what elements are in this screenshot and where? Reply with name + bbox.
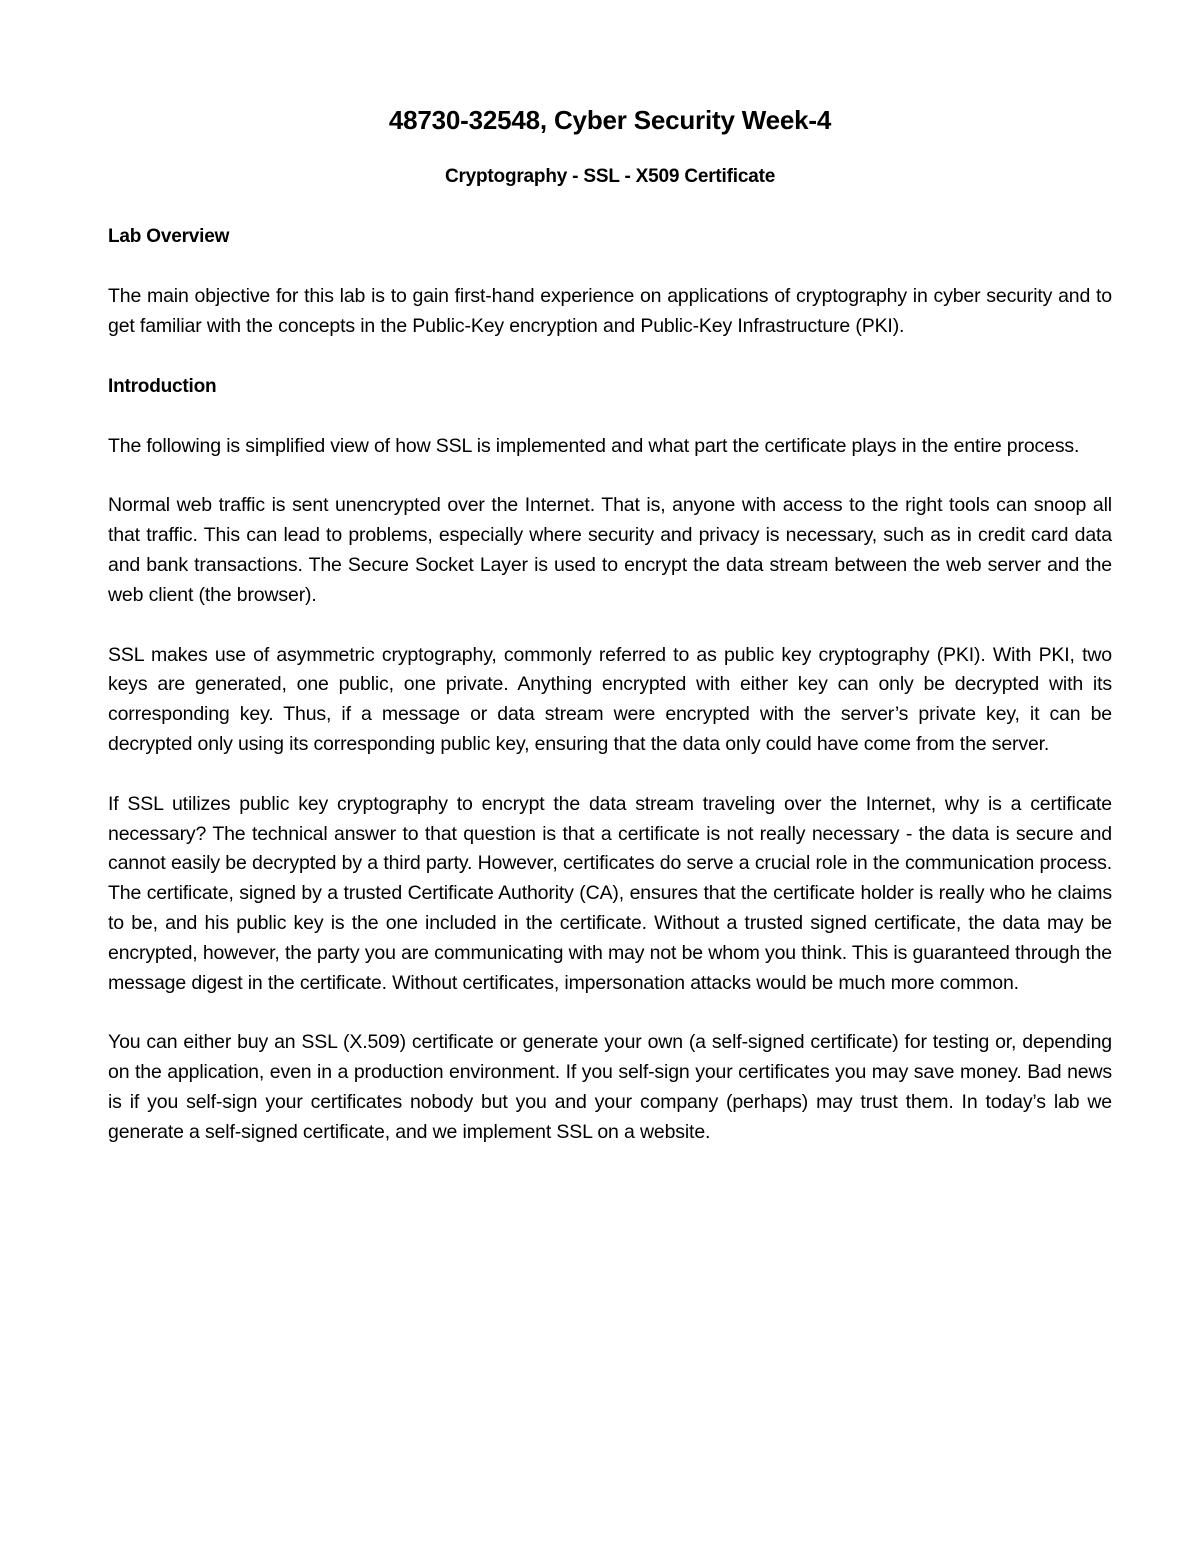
document-body bbox=[108, 100, 1112, 1148]
introduction-heading: Introduction bbox=[108, 375, 217, 397]
document-title: 48730-32548, Cyber Security Week-4 bbox=[388, 105, 832, 135]
document-subtitle: Cryptography - SSL - X509 Certificate bbox=[444, 166, 776, 187]
introduction-paragraph-4: If SSL utilizes public key cryptography to encrypt the data stream traveling over the Internet, why is a certificate necessary? The technical answer to that question is that a certificate is not really necessary - the data is secure and cannot easily be decrypted by a third party. However, certificates do serve a crucial role in the communication process. The certificate, signed by a trusted Certificate Authority (CA), ensures that the certificate holder is really who he claims to be, and his public key is the one included in the certificate. Without a trusted signed certificate, the data may be encrypted, however, the party you are communicating with may not be whom you think. This is guaranteed through the message digest in the certificate. Without certificates, impersonation attacks would be much more common. bbox=[108, 792, 1112, 994]
lab-overview-paragraph: The main objective for this lab is to gain first-hand experience on applications of cryptography in cyber security and to get familiar with the concepts in the Public-Key encryption and Public-Key Infrastructure (PKI). bbox=[108, 285, 1112, 337]
introduction-paragraph-1: The following is simplified view of how SSL is implemented and what part the certificate plays in the entire process. bbox=[108, 434, 1080, 457]
introduction-paragraph-3: SSL makes use of asymmetric cryptography, commonly referred to as public key cryptography (PKI). With PKI, two keys are generated, one public, one private. Anything encrypted with either key can only be decrypted with its corresponding key. Thus, if a message or data stream were encrypted with the server’s private key, it can be decrypted only using its corresponding public key, ensuring that the data only could have come from the server. bbox=[108, 643, 1112, 755]
introduction-paragraph-2: Normal web traffic is sent unencrypted over the Internet. That is, anyone with access to the right tools can snoop all that traffic. This can lead to problems, especially where security and privacy is necessary, such as in credit card data and bank transactions. The Secure Socket Layer is used to encrypt the data stream between the web server and the web client (the browser). bbox=[108, 494, 1112, 606]
lab-overview-heading: Lab Overview bbox=[108, 226, 230, 247]
introduction-paragraph-5: You can either buy an SSL (X.509) certificate or generate your own (a self-signed certificate) for testing or, depending on the application, even in a production environment. If you self-sign your certificates you may save money. Bad news is if you self-sign your certificates nobody but you and your company (perhaps) may trust them. In today’s lab we generate a self-signed certificate, and we implement SSL on a website. bbox=[108, 1031, 1112, 1143]
